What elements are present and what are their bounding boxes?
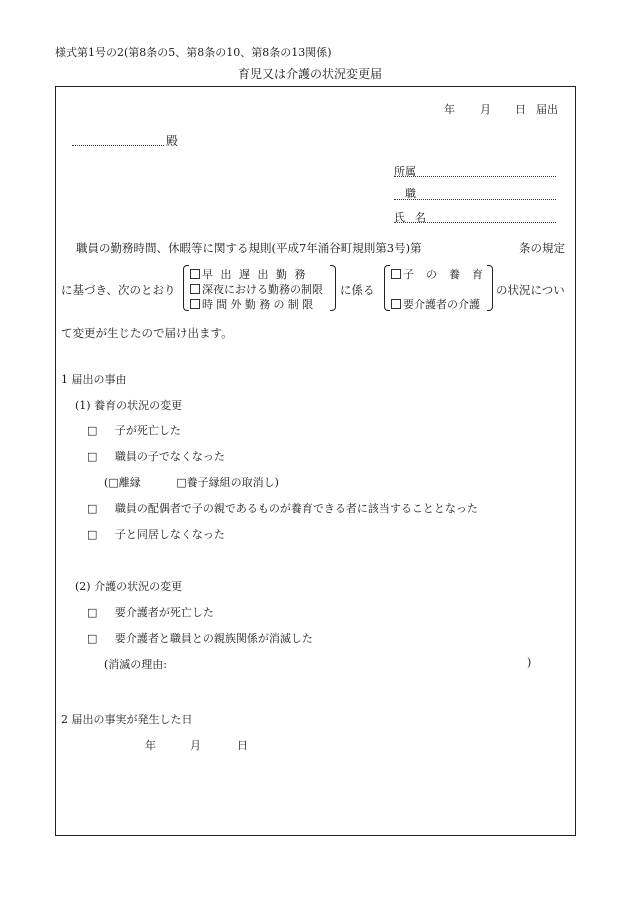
reason-item-not-cohabiting[interactable] (87, 526, 225, 542)
section1-heading: 1 届出の事由 (61, 373, 127, 386)
options-a-bracket-right (330, 265, 336, 311)
option-a-3-label: 時間外勤務の制限 (202, 298, 317, 311)
connector-text: に係る (340, 283, 375, 297)
reason-item-label: 職員の子でなくなった (114, 450, 225, 463)
option-b-2[interactable] (391, 296, 480, 312)
paren-open: ( (104, 476, 109, 489)
date-day-label: 日 (515, 103, 526, 116)
checkbox-icon[interactable]: □ (87, 424, 98, 437)
body-line2-start: に基づき、次のとおり (61, 283, 176, 297)
name-field[interactable] (394, 222, 556, 223)
checkbox-icon[interactable]: □ (87, 450, 98, 463)
reason-item-label: 要介護者が死亡した (114, 606, 214, 619)
option-a-1-label: 早出遅出勤務 (202, 268, 313, 281)
reason-item-spouse[interactable] (87, 500, 478, 516)
reason-item-label: 職員の配偶者で子の親であるものが養育できる者に該当することとなった (114, 502, 478, 515)
option-b-1[interactable] (391, 266, 495, 282)
addressee-field[interactable] (72, 145, 164, 146)
option-a-3[interactable] (190, 296, 316, 312)
position-field[interactable] (394, 199, 556, 200)
reason-subitems (104, 474, 279, 490)
extinction-reason-label: (消滅の理由: (104, 658, 167, 671)
checkbox-icon[interactable]: □ (87, 528, 98, 541)
section1-sub1-heading: (1) 養育の状況の変更 (75, 399, 183, 412)
reason-item-label: 子と同居しなくなった (114, 528, 225, 541)
subitem-dissolution-label: 離縁 (118, 476, 141, 489)
position-label: 職 (405, 187, 416, 200)
date-year-label: 年 (444, 103, 455, 116)
addressee-suffix: 殿 (166, 134, 179, 148)
section2-heading: 2 届出の事実が発生した日 (61, 713, 193, 726)
submitted-label: 届出 (536, 103, 558, 116)
checkbox-icon[interactable] (190, 284, 200, 294)
reason-item-relation-ended[interactable] (87, 630, 313, 646)
option-a-1[interactable] (190, 266, 330, 282)
reason-item-care-died[interactable] (87, 604, 214, 620)
form-title: 育児又は介護の状況変更届 (238, 67, 383, 81)
occurrence-year-label: 年 (145, 739, 156, 752)
option-a-2-label: 深夜における勤務の制限 (202, 283, 323, 296)
checkbox-icon[interactable] (391, 269, 401, 279)
paren-close: ) (274, 476, 279, 489)
checkbox-icon[interactable]: □ (87, 606, 98, 619)
options-b-bracket-left (384, 265, 390, 311)
name-label: 氏名 (394, 211, 436, 224)
reason-item-child-died[interactable] (87, 422, 181, 438)
checkbox-icon[interactable] (190, 269, 200, 279)
body-line3: て変更が生じたので届け出ます。 (61, 326, 233, 340)
body-line2-end: の状況につい (496, 283, 565, 297)
checkbox-icon[interactable] (391, 299, 401, 309)
form-code: 様式第1号の2(第8条の5、第8条の10、第8条の13関係) (55, 46, 332, 59)
occurrence-month-label: 月 (190, 739, 201, 752)
reason-item-label: 子が死亡した (114, 424, 181, 437)
reason-item-label: 要介護者と職員との親族関係が消滅した (114, 632, 313, 645)
section1-sub2-heading: (2) 介護の状況の変更 (75, 580, 183, 593)
affiliation-text: 所属 (394, 165, 416, 178)
checkbox-icon[interactable]: □ (176, 476, 187, 489)
occurrence-day-label: 日 (237, 739, 248, 752)
options-a-bracket-left (183, 265, 189, 311)
option-a-2[interactable] (190, 281, 323, 297)
checkbox-icon[interactable]: □ (108, 476, 119, 489)
body-line1: 職員の勤務時間、休暇等に関する規則(平成7年涌谷町規則第3号)第 (76, 241, 422, 255)
checkbox-icon[interactable]: □ (87, 632, 98, 645)
subitem-cancellation-label: 養子縁組の取消し (186, 476, 275, 489)
date-month-label: 月 (480, 103, 491, 116)
option-b-1-label: 子の養育 (403, 268, 495, 281)
extinction-reason-close: ) (527, 656, 532, 669)
checkbox-icon[interactable] (190, 299, 200, 309)
checkbox-icon[interactable]: □ (87, 502, 98, 515)
body-line1-tail: 条の規定 (519, 241, 565, 255)
option-b-2-label: 要介護者の介護 (403, 298, 480, 311)
reason-item-not-child[interactable] (87, 448, 225, 464)
affiliation-field[interactable] (394, 176, 556, 177)
